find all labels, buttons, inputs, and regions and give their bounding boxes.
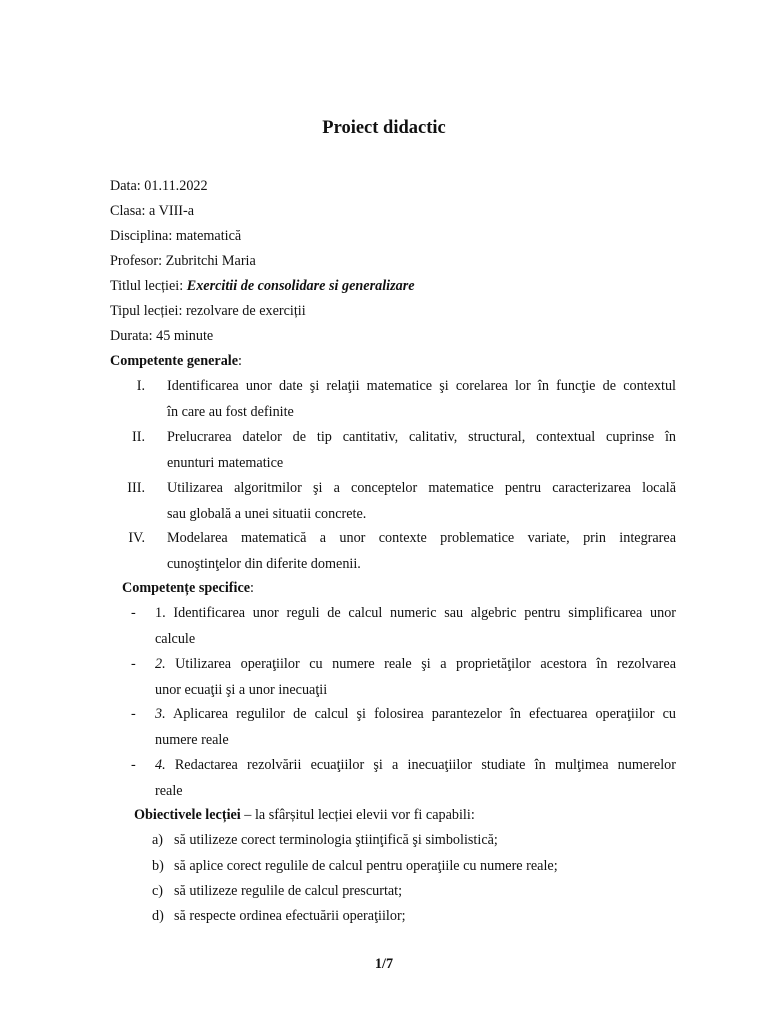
class-label: Clasa: <box>110 203 146 219</box>
lesson-type-label: Tipul lecției: <box>110 303 183 319</box>
duration-line <box>110 327 213 345</box>
specific-competence-line: 1. Identificarea unor reguli de calcul numeric sau algebric pentru simplificarea unor <box>155 605 677 621</box>
objective-letter: a) <box>152 832 164 848</box>
general-competence-line: Modelarea matematică a unor contexte problematice variate, prin integrarea <box>167 530 676 546</box>
class-value: a VIII-a <box>149 203 195 219</box>
general-competence-line: Prelucrarea datelor de tip cantitativ, calitativ, structural, contextual cuprinse în <box>167 429 676 445</box>
general-competence-line: Identificarea unor date şi relaţii matematice şi corelarea lor în funcţie de contextul <box>167 378 676 394</box>
specific-competence-number: 2. <box>155 656 166 672</box>
duration-label: Durata: <box>110 328 153 344</box>
objective-item: să aplice corect regulile de calcul pentru operaţiile cu numere reale; <box>174 858 558 874</box>
list-bullet: - <box>131 706 136 722</box>
list-bullet: - <box>131 757 136 773</box>
general-competence-number: I. <box>136 378 145 394</box>
objectives-heading: Obiectivele lecției – la sfârșitul lecției elevii vor fi capabili: <box>134 807 475 823</box>
lesson-type-value: rezolvare de exerciții <box>185 303 306 319</box>
general-competences-heading: Competente generale: <box>110 353 242 369</box>
general-competence-number: III. <box>127 480 145 496</box>
lesson-type-line <box>110 302 306 320</box>
specific-competence-line: 4. Redactarea rezolvării ecuaţiilor şi a inecuaţiilor studiate în mulţimea numerelor <box>155 757 676 773</box>
page-title: Proiect didactic <box>322 118 446 138</box>
general-competence-line: Utilizarea algoritmilor şi a conceptelor matematice pentru caracterizarea locală <box>167 480 676 496</box>
lesson-title-line <box>110 277 415 295</box>
teacher-value: Zubritchi Maria <box>165 253 256 269</box>
general-competence-line: cunoştinţelor din diferite domenii. <box>167 556 361 572</box>
list-bullet: - <box>131 656 136 672</box>
objective-letter: b) <box>152 858 164 874</box>
specific-competence-number: 4. <box>155 757 166 773</box>
date-label: Data: <box>110 178 141 194</box>
list-bullet: - <box>131 605 136 621</box>
specific-competence-line: calcule <box>155 631 196 647</box>
subject-value: matematică <box>175 228 242 244</box>
general-competence-number: IV. <box>128 530 145 546</box>
date-value: 01.11.2022 <box>144 178 208 194</box>
subject-line <box>110 227 241 245</box>
general-competence-number: II. <box>132 429 145 445</box>
general-competence-line: sau globală a unei situatii concrete. <box>167 506 367 522</box>
specific-competence-line: 3. Aplicarea regulilor de calcul şi folosirea parantezelor în efectuarea operaţiilor cu <box>155 706 677 722</box>
specific-competence-line: numere reale <box>155 732 229 748</box>
teacher-line <box>110 252 256 270</box>
specific-competences-heading: Competențe specifice: <box>122 580 254 596</box>
objective-item: să utilizeze regulile de calcul prescurtat; <box>174 883 403 899</box>
date-line <box>110 177 208 195</box>
specific-competence-line: 2. Utilizarea operaţiilor cu numere reale şi a proprietăţilor acestora în rezolvarea <box>155 656 676 672</box>
objective-item: să utilizeze corect terminologia ştiinţifică şi simbolistică; <box>174 832 498 848</box>
lesson-title-label: Titlul lecției: <box>110 278 184 294</box>
teacher-label: Profesor: <box>110 253 163 269</box>
subject-label: Disciplina: <box>110 228 173 244</box>
objective-item: să respecte ordinea efectuării operaţiilor; <box>174 908 406 924</box>
objective-letter: c) <box>152 883 164 899</box>
general-competence-line: enunturi matematice <box>167 455 284 471</box>
page-number: 1/7 <box>374 956 394 972</box>
duration-value: 45 minute <box>156 328 214 344</box>
specific-competence-line: unor ecuaţii şi a unor inecuaţii <box>155 682 328 698</box>
lesson-title-value: Exercitii de consolidare si generalizare <box>186 278 415 294</box>
specific-competence-line: reale <box>155 783 183 799</box>
objective-letter: d) <box>152 908 164 924</box>
specific-competence-number: 3. <box>155 706 166 722</box>
specific-competence-number: 1. <box>155 605 166 621</box>
general-competence-line: în care au fost definite <box>167 404 294 420</box>
class-line <box>110 202 194 220</box>
